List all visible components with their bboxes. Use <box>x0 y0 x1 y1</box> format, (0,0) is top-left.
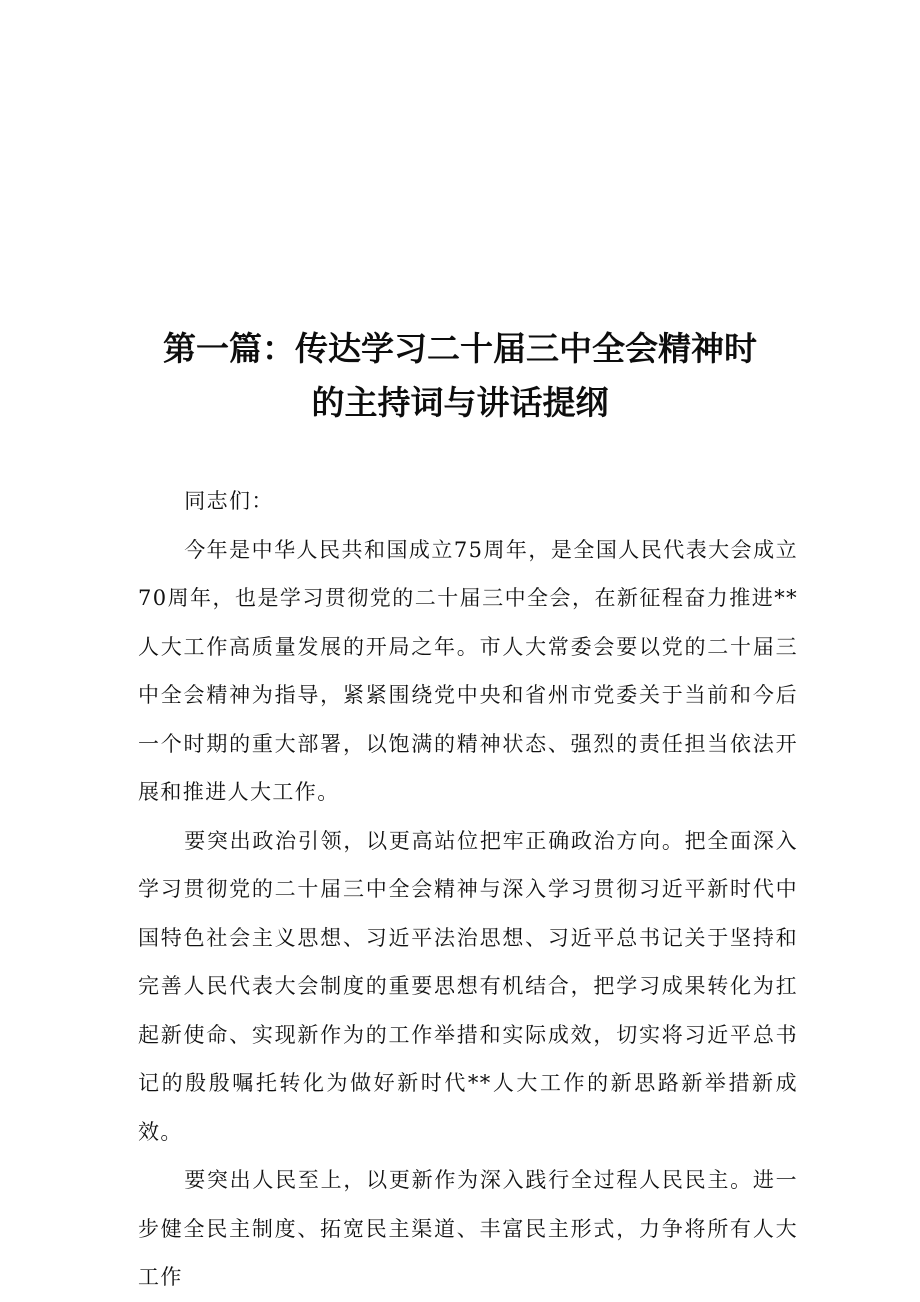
document-body <box>138 477 798 1302</box>
paragraph-1: 今年是中华人民共和国成立75周年，是全国人民代表大会成立70周年，也是学习贯彻党的二十届三中全会，在新征程奋力推进**人大工作高质量发展的开局之年。市人大常委会要以党的二十届三中全会精神为指导，紧紧围绕党中央和省州市党委关于当前和今后一个时期的重大部署，以饱满的精神状态、强烈的责任担当依法开展和推进人大工作。 <box>138 537 798 804</box>
paragraph-3: 要突出人民至上，以更新作为深入践行全过程人民民主。进一步健全民主制度、拓宽民主渠道、丰富民主形式，力争将所有人大工作 <box>138 1168 798 1289</box>
greeting: 同志们： <box>184 489 274 513</box>
title-line-2: 的主持词与讲话提纲 <box>311 383 609 422</box>
title-line-1: 第一篇：传达学习二十届三中全会精神时 <box>163 329 757 368</box>
document-title <box>110 322 810 430</box>
paragraph-2: 要突出政治引领，以更高站位把牢正确政治方向。把全面深入学习贯彻党的二十届三中全会精神与深入学习贯彻习近平新时代中国特色社会主义思想、习近平法治思想、习近平总书记关于坚持和完善人民代表大会制度的重要思想有机结合，把学习成果转化为扛起新使命、实现新作为的工作举措和实际成效，切实将习近平总书记的殷殷嘱托转化为做好新时代**人大工作的新思路新举措新成效。 <box>138 828 798 1144</box>
